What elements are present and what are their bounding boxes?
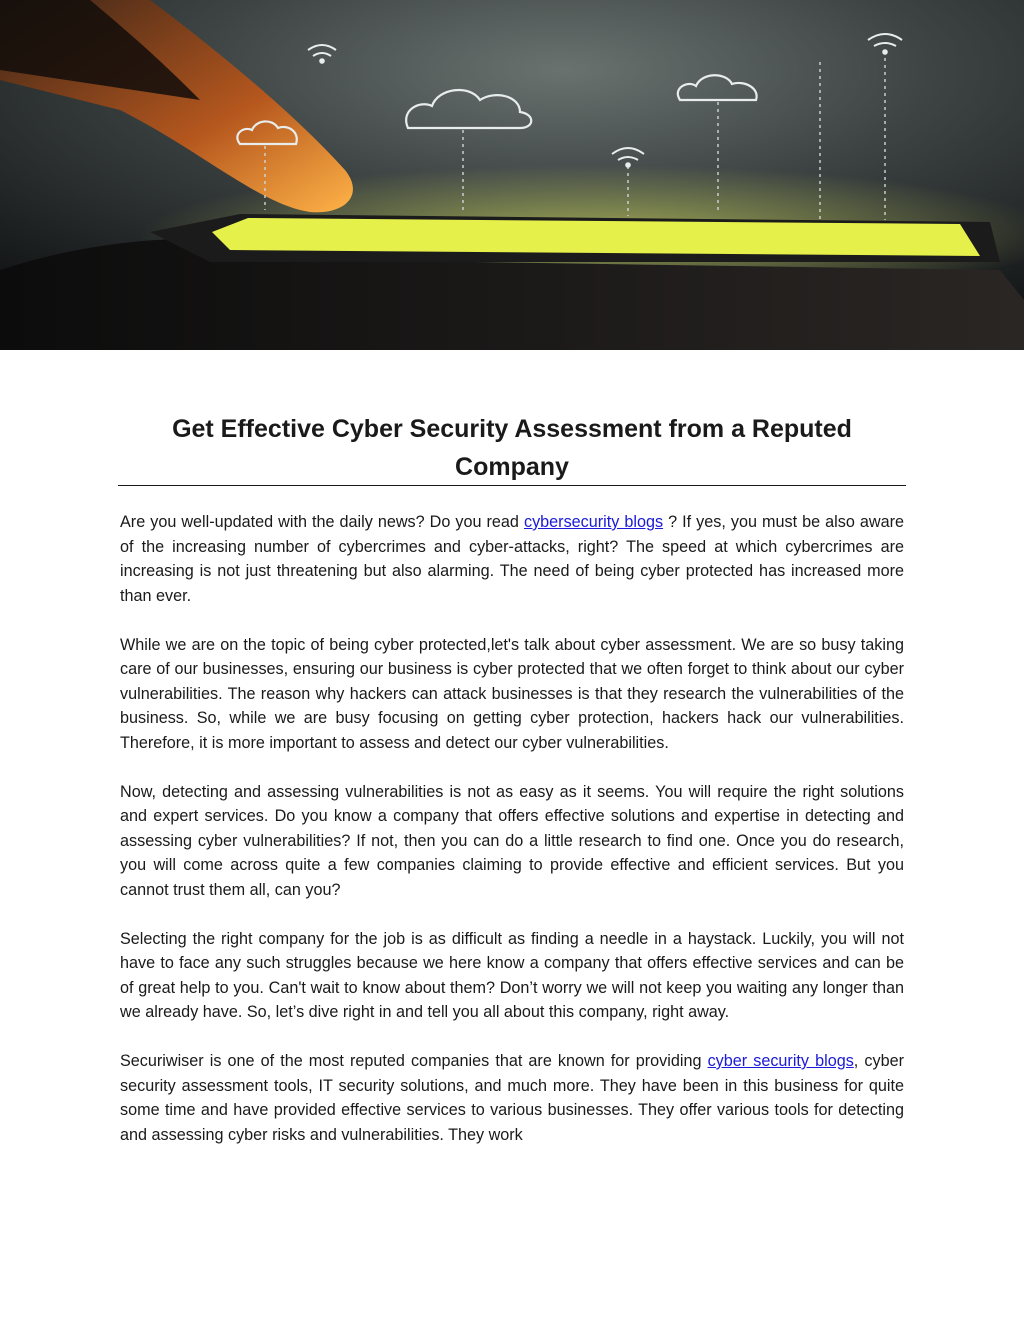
paragraph-5-text-start: Securiwiser is one of the most reputed companies that are known for providing [120,1052,708,1070]
cybersecurity-blogs-link[interactable]: cybersecurity blogs [523,513,664,531]
paragraph-4: Selecting the right company for the job is as difficult as finding a needle in a haystack. Luckily, you will not have to face any such struggles because we here know a company that offers effective services and can be of great help to you. Can't wait to know about them? Don’t worry we will not keep you waiting any longer than we already have. So, let’s dive right in and tell you all about this company, right away. [120,929,904,1021]
page-title: Get Effective Cyber Security Assessment from a Reputed Company [172,415,852,481]
paragraph-1-text-start: Are you well-updated with the daily news? Do you read [120,513,524,531]
paragraph-5-text-end: , cyber security assessment tools, IT security solutions, and much more. They have been in this business for quite some time and have provided effective services to various businesses. They offer various tools for detecting and assessing cyber risks and vulnerabilities. They work [120,1052,904,1144]
paragraph-2: While we are on the topic of being cyber protected,let's talk about cyber assessment. We are so busy taking care of our businesses, ensuring our business is cyber protected that we often forget to think about our cyber vulnerabilities. The reason why hackers can attack businesses is that they research the vulnerabilities of the business. So, while we are busy focusing on getting cyber protection, hackers hack our vulnerabilities. Therefore, it is more important to assess and detect our cyber vulnerabilities. [120,635,904,752]
paragraph-1 [120,510,904,608]
article-body [120,510,904,1172]
paragraph-1-text-end: ? If yes, you must be also aware of the increasing number of cybercrimes and cyber-attacks, right? The speed at which cybercrimes are increasing is not just threatening but also alarming. The need of being cyber protected has increased more than ever. [120,513,904,605]
hero-illustration [0,0,1024,350]
hero-image [0,0,1024,350]
paragraph-3: Now, detecting and assessing vulnerabilities is not as easy as it seems. You will require the right solutions and expert services. Do you know a company that offers effective solutions and expertise in detecting and assessing cyber vulnerabilities? If not, then you can do a little research to find one. Once you do research, you will come across quite a few companies claiming to provide effective and efficient services. But you cannot trust them all, can you? [120,782,904,899]
cyber-security-blogs-link[interactable]: cyber security blogs [707,1052,854,1070]
paragraph-5 [120,1049,904,1147]
title-divider [118,485,906,486]
